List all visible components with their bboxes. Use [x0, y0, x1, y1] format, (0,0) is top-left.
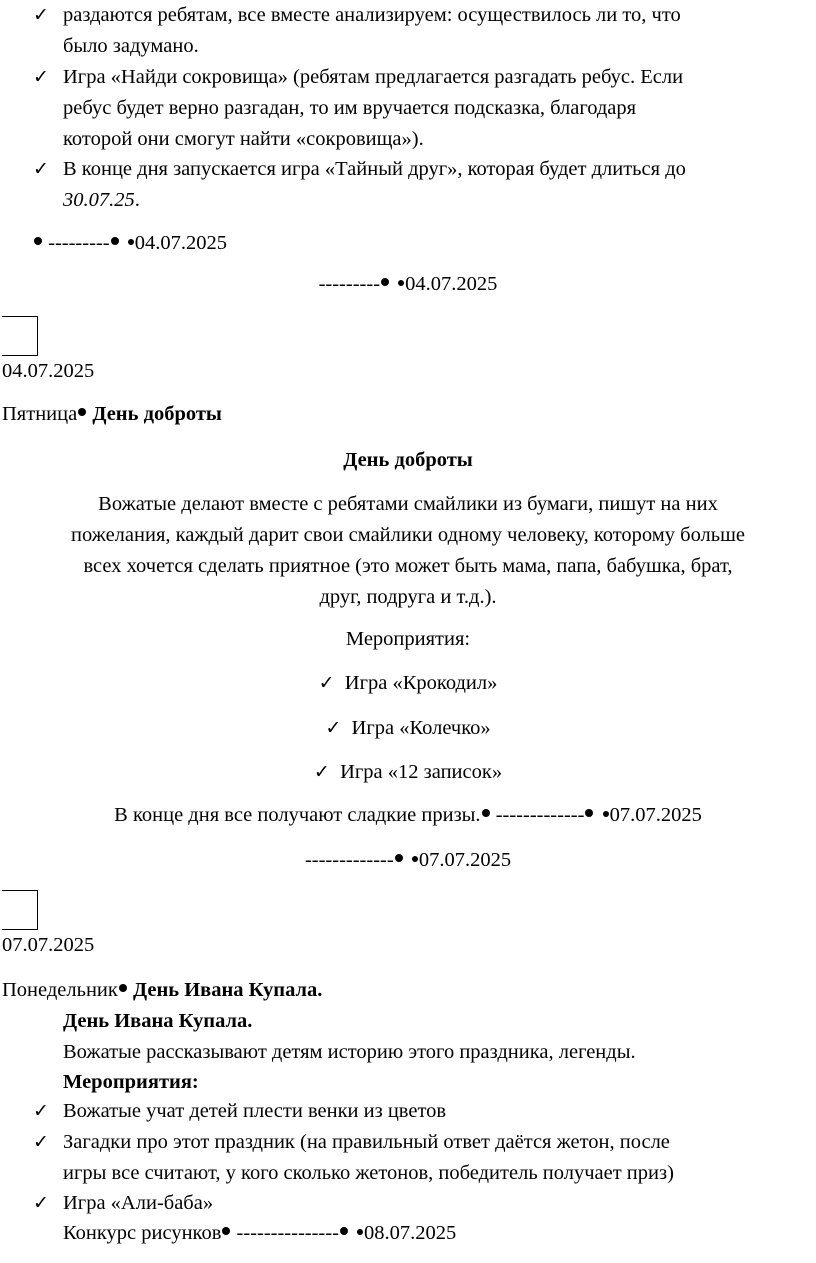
list-item-text	[63, 185, 140, 215]
event-text: Игра «Колечко»	[351, 717, 491, 739]
check-mark-icon: ✓	[33, 1192, 49, 1214]
check-mark-icon: ✓	[33, 1100, 49, 1122]
description-line: Вожатые рассказывают детям историю этого праздника, легенды.	[63, 1041, 636, 1063]
check-mark-icon: ✓	[33, 158, 49, 180]
list-item-text: Загадки про этот праздник (на правильный ответ даётся жетон, после	[63, 1131, 670, 1153]
date-box	[2, 316, 38, 356]
bullet-dot-icon	[398, 280, 404, 286]
bullet-dot-icon	[222, 1227, 230, 1235]
day-date: 04.07.2025	[2, 360, 95, 382]
dashes: ---------------	[236, 1222, 339, 1244]
description-line: всех хочется сделать приятное (это может быть мама, папа, бабушка, брат,	[83, 555, 733, 577]
list-item-text: игры все считают, у кого сколько жетонов, победитель получает приз)	[63, 1162, 674, 1184]
date-separator	[33, 228, 227, 258]
contest-line	[63, 1218, 456, 1248]
bullet-dot-icon	[340, 1227, 348, 1235]
bullet-dot-icon	[395, 854, 403, 862]
bullet-dot-icon	[119, 984, 127, 992]
list-item-text: Вожатые учат детей плести венки из цветов	[63, 1100, 447, 1122]
separator-date: 07.07.2025	[418, 849, 512, 871]
event-text: Игра «Крокодил»	[344, 672, 498, 694]
bullet-dot-icon	[111, 237, 119, 245]
bullet-dot-icon	[381, 278, 389, 286]
list-item-text: раздаются ребятам, все вместе анализируем: осуществилось ли то, что	[63, 4, 681, 26]
check-mark-icon: ✓	[313, 761, 330, 783]
list-item-text: В конце дня запускается игра «Тайный друг», которая будет длиться до	[63, 158, 686, 180]
day-title: День Ивана Купала.	[63, 1010, 253, 1032]
bullet-dot-icon	[603, 811, 609, 817]
separator-date: 04.07.2025	[134, 232, 227, 254]
bullet-dot-icon	[357, 1229, 363, 1235]
event-item	[0, 713, 816, 743]
date-box	[2, 890, 38, 930]
event-item	[0, 668, 816, 698]
description-line: друг, подруга и т.д.).	[319, 586, 497, 608]
date-separator-center	[0, 269, 816, 299]
weekday: Понедельник	[2, 979, 118, 1001]
date-italic: 30.07.25	[63, 189, 135, 211]
weekday: Пятница	[2, 403, 78, 425]
closing-line	[0, 800, 816, 830]
bullet-dot-icon	[128, 239, 134, 245]
event-text: Игра «12 записок»	[340, 761, 503, 783]
dashes: ---------	[48, 232, 110, 254]
bullet-dot-icon	[78, 408, 86, 416]
event-item	[0, 757, 816, 787]
list-item-text: которой они смогут найти «сокровища»).	[63, 128, 424, 150]
bullet-dot-icon	[34, 237, 42, 245]
separator-date: 08.07.2025	[364, 1222, 457, 1244]
separator-date: 04.07.2025	[405, 273, 498, 295]
check-mark-icon: ✓	[33, 4, 49, 26]
check-mark-icon: ✓	[33, 66, 49, 88]
bullet-dot-icon	[412, 856, 418, 862]
dashes: -------------	[495, 804, 585, 826]
day-heading	[2, 975, 322, 1005]
list-item-text: было задумано.	[63, 35, 199, 57]
list-item-text: Игра «Найди сокровища» (ребятам предлагается разгадать ребус. Если	[63, 66, 684, 88]
description-line: Вожатые делают вместе с ребятами смайлики из бумаги, пишут на них	[98, 493, 718, 515]
day-title-inline: День Ивана Купала.	[133, 979, 323, 1001]
list-item-text: Игра «Али-баба»	[63, 1192, 214, 1214]
dashes: -------------	[304, 849, 394, 871]
bullet-dot-icon	[482, 809, 490, 817]
bullet-dot-icon	[585, 809, 593, 817]
punctuation: .	[134, 189, 140, 211]
description-line: пожелания, каждый дарит свои смайлики одному человеку, которому больше	[70, 524, 746, 546]
events-label: Мероприятия:	[63, 1071, 199, 1093]
dashes: ---------	[318, 273, 381, 295]
day-title-inline: День доброты	[92, 403, 222, 425]
date-separator-center	[0, 845, 816, 875]
check-mark-icon: ✓	[33, 1131, 49, 1153]
events-label: Мероприятия:	[345, 628, 471, 650]
day-date: 07.07.2025	[2, 934, 95, 956]
separator-date: 07.07.2025	[609, 804, 702, 826]
list-item-text: ребус будет верно разгадан, то им вручается подсказка, благодаря	[63, 97, 637, 119]
closing-text: В конце дня все получают сладкие призы.	[114, 804, 481, 826]
check-mark-icon: ✓	[325, 717, 342, 739]
day-heading	[2, 399, 222, 429]
contest-text: Конкурс рисунков	[63, 1222, 222, 1244]
day-title: День доброты	[343, 449, 473, 471]
check-mark-icon: ✓	[318, 672, 335, 694]
